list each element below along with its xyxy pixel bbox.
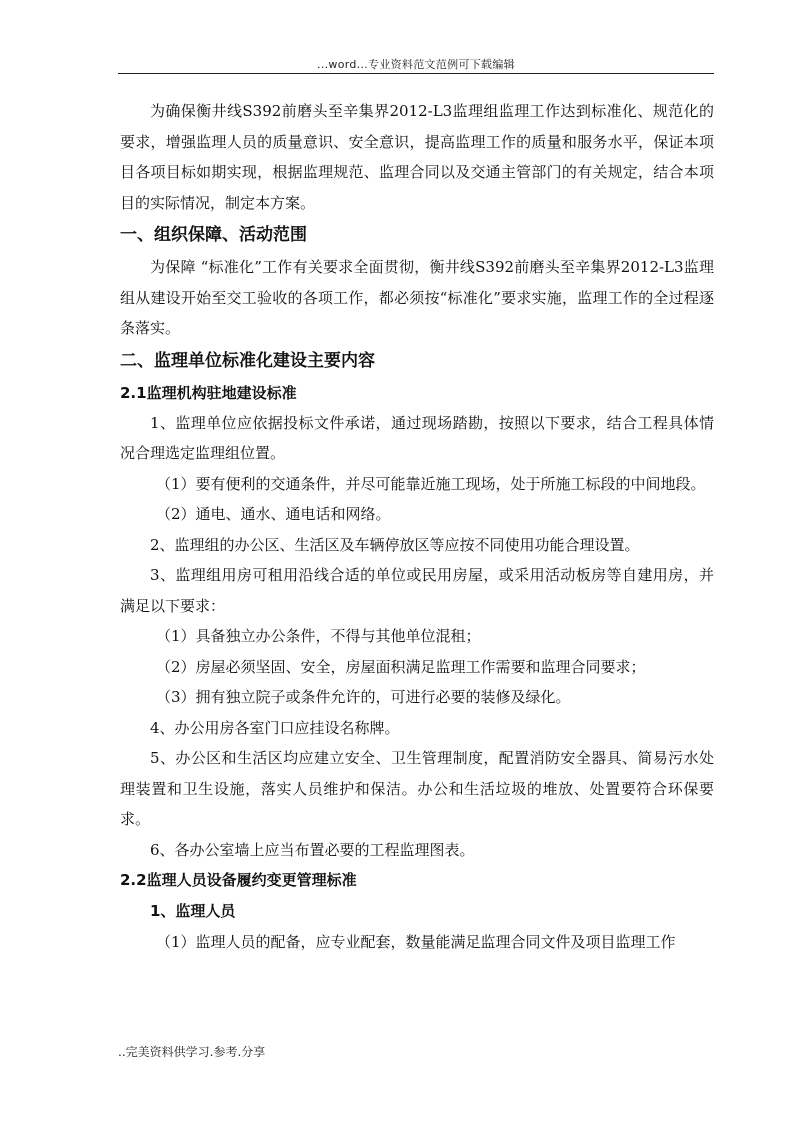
- clause-4: 4、办公用房各室门口应挂设名称牌。: [150, 718, 400, 737]
- personnel-heading: 1、监理人员: [150, 902, 236, 920]
- clause-3-item-3: （3）拥有独立院子或条件允许的，可进行必要的装修及绿化。: [156, 688, 571, 706]
- intro-paragraph: 为确保衡井线S392前磨头至辛集界2012-L3监理组监理工作达到标准化、规范化的要求，增强监理人员的质量意识、安全意识，提高监理工作的质量和服务水平，保证本项目各项目标如期实现，根据监理规范、监理合同以及交通主管部门的有关规定，结合本项目的实际情况，制定本方案。: [120, 102, 714, 212]
- clause-1: 1、监理单位应依据投标文件承诺，通过现场踏勘，按照以下要求，结合工程具体情况合理选定监理组位置。: [120, 413, 714, 462]
- header-divider: [118, 73, 714, 74]
- personnel-item-1: （1）监理人员的配备，应专业配套，数量能满足监理合同文件及项目监理工作: [156, 933, 676, 951]
- clause-2: 2、监理组的办公区、生活区及车辆停放区等应按不同使用功能合理设置。: [150, 535, 640, 554]
- section1-paragraph: 为保障 “标准化”工作有关要求全面贯彻，衡井线S392前磨头至辛集界2012-L3监理组从建设开始至交工验收的各项工作，都必须按“标准化”要求实施，监理工作的全过程逐条落实。: [120, 258, 714, 337]
- clause-6: 6、各办公室墙上应当布置必要的工程监理图表。: [150, 840, 475, 859]
- clause-5: 5、办公区和生活区均应建立安全、卫生管理制度，配置消防安全器具、简易污水处理装置和卫生设施，落实人员维护和保洁。办公和生活垃圾的堆放、处置要符合环保要求。: [120, 749, 714, 828]
- subsection-2-1-heading: 2.1监理机构驻地建设标准: [120, 383, 297, 402]
- page-header: ...word...专业资料范文范例可下载编辑: [317, 58, 515, 71]
- subsection-2-2-heading: 2.2监理人员设备履约变更管理标准: [120, 871, 357, 889]
- clause-3: 3、监理组用房可租用沿线合适的单位或民用房屋，或采用活动板房等自建用房，并满足以下要求：: [120, 566, 714, 615]
- clause-1-item-2: （2）通电、通水、通电话和网络。: [156, 505, 391, 523]
- clause-3-item-1: （1）具备独立办公条件，不得与其他单位混租；: [156, 627, 481, 645]
- document-body: [120, 96, 714, 958]
- section2-heading: 二、监理单位标准化建设主要内容: [120, 350, 375, 371]
- clause-1-item-1: （1）要有便利的交通条件，并尽可能靠近施工现场，处于所施工标段的中间地段。: [156, 474, 706, 493]
- page-footer: ..完美资料供学习.参考.分享: [118, 1045, 266, 1059]
- clause-3-item-2: （2）房屋必须坚固、安全，房屋面积满足监理工作需要和监理合同要求；: [156, 657, 646, 676]
- section1-heading: 一、组织保障、活动范围: [120, 225, 307, 245]
